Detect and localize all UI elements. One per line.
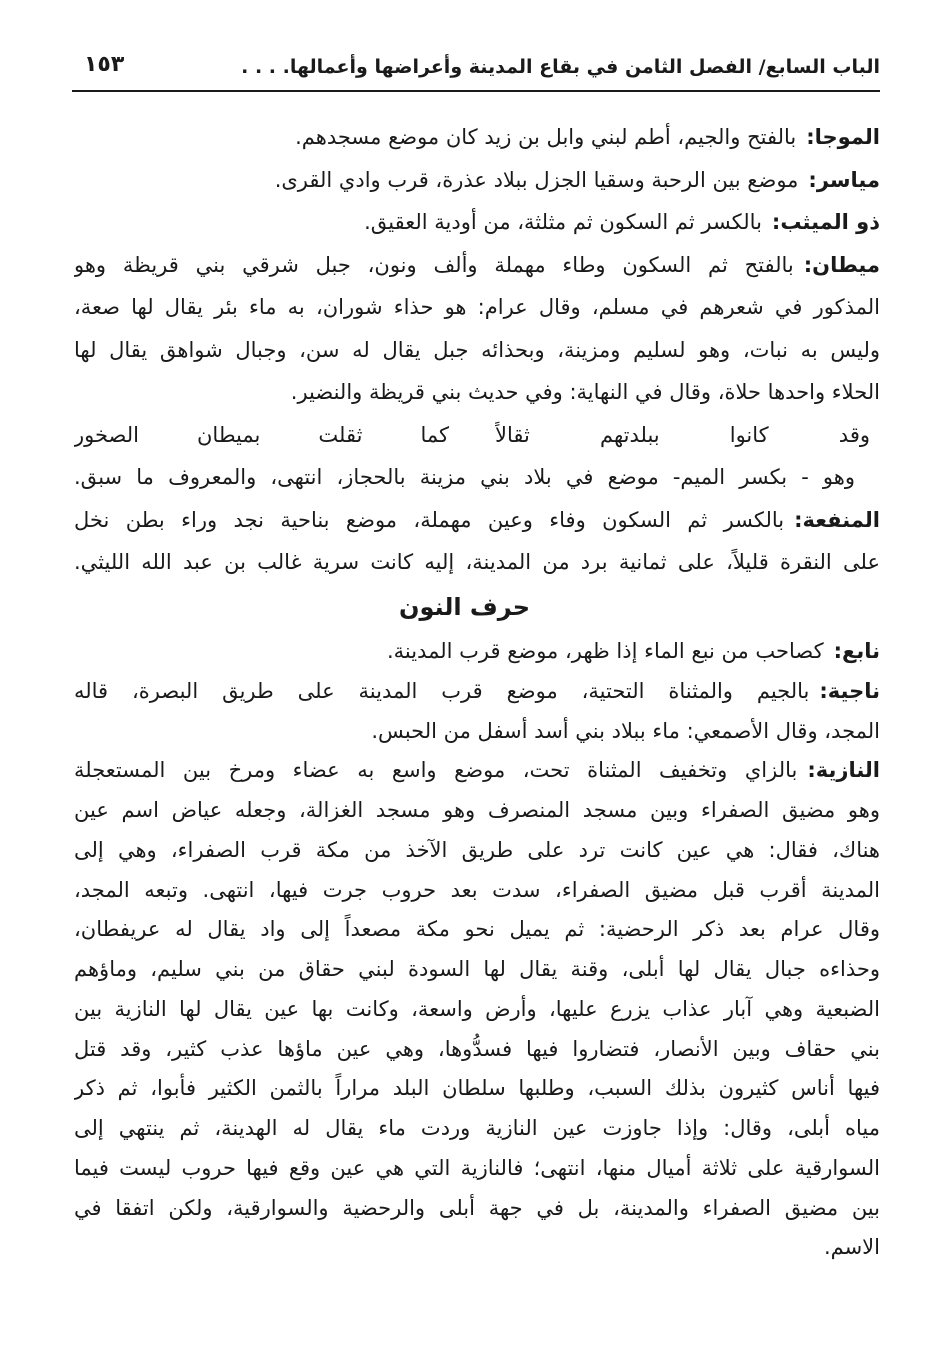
entry-headword: ناجية:: [819, 678, 880, 703]
text-line: الاسم.: [823, 1235, 880, 1260]
entry-line: [74, 201, 880, 244]
text-line: مياه أبلى، وقال: وإذا جاوزت عين النازية وردت ماء يقال له الهدينة، ثم ينتهي إلى: [74, 1116, 880, 1140]
entry-text: بالزاي وتخفيف المثناة تحت، موضع واسع به عضاء ومرخ بين المستعجلة: [74, 758, 798, 783]
text-line: وهو مضيق الصفراء وبين مسجد المنصرف وهو مسجد الغزالة، وجعله عياض اسم عين: [74, 798, 880, 822]
entry-line: [74, 499, 880, 542]
text-line: وحذاءه جبال يقال لها أبلى، وقنة يقال لها السودة لبني حقاق من بني سليم، وماؤهم: [74, 957, 880, 981]
text-line: هناك، فقال: هي عين كانت ترد على طريق الآخذ من مكة قرب الصفراء، وهي إلى: [74, 837, 880, 862]
text-line: المذكور في شعرهم في مسلم، وقال عرام: هو حذاء شوران، به ماء بئر يقال لها صعة،: [74, 295, 880, 319]
entry-headword: ذو الميثب:: [771, 210, 880, 234]
text-line: وهو - بكسر الميم- موضع في بلاد بني مزينة بالحجاز، انتهى، والمعروف ما سبق.: [74, 465, 855, 489]
page-number: ١٥٣: [84, 52, 125, 77]
entry-text: بالفتح ثم السكون وطاء مهملة وألف ونون، جبل شرقي بني قريظة وهو: [74, 252, 794, 277]
entry-headword: الموجا:: [806, 125, 880, 149]
entry-headword: نابع:: [833, 639, 880, 663]
entry-line: [74, 244, 880, 287]
header-rule: [72, 90, 880, 92]
text-line: وقال عرام بعد ذكر الرحضية: ثم يميل نحو مكة مصعداً إلى واد يقال له عريفطان،: [74, 917, 880, 942]
text-line: المجد، وقال الأصمعي: ماء ببلاد بني أسد أسفل من الحبس.: [371, 718, 880, 743]
entry-headword: النازية:: [807, 758, 880, 783]
entry-headword: ميطان:: [803, 252, 880, 277]
text-line: الضبعية وهي آبار عذاب يزرع عليها، وأرض واسعة، وكانت بها عين يقال لها النازية بين: [74, 996, 880, 1021]
entry-line: [74, 632, 880, 672]
text-line: فيها أناس كثيرون بذلك السبب، وطلبها سلطان البلد مراراً بالثمن الكثير فأبوا، ثم ذكر: [74, 1076, 880, 1101]
entry-text: بالفتح والجيم، أطم لبني وابل بن زيد كان موضع مسجدهم.: [295, 125, 797, 149]
entry-line: [74, 116, 880, 159]
text-line: السوارقية على ثلاثة أميال منها، انتهى؛ فالنازية التي هي عين وقع فيها حروب ليست فيما: [74, 1155, 880, 1180]
entry-text: موضع بين الرحبة وسقيا الجزل ببلاد عذرة، قرب وادي القرى.: [274, 167, 799, 192]
entry-line: [74, 672, 880, 712]
text-line: على النقرة قليلاً، على ثمانية برد من المدينة، إليه كانت سرية غالب بن عبد الله الليثي.: [74, 550, 880, 574]
section-heading: حرف النون: [398, 593, 531, 621]
entry-headword: المنفعة:: [794, 507, 880, 532]
running-header-title: الباب السابع/ الفصل الثامن في بقاع المدينة وأعراضها وأعمالها. . . .: [241, 56, 880, 78]
text-block-bottom: [74, 632, 880, 1268]
text-line: وليس به نبات، وهو لسليم ومزينة، وبحذائه جبل يقال له سن، وجبال شواهق يقال لها: [74, 337, 880, 362]
text-line: بني حقاف وبين الأنصار، فتضاروا فيها فسدُّوها، وهي عين ماؤها عذب كثير، وقد قتل: [74, 1036, 880, 1061]
poem-hemistich-second: كما ثقلت بميطان الصخور: [74, 422, 449, 447]
poem-verse: [74, 414, 880, 457]
entry-line: [74, 751, 880, 791]
entry-text: بالكسر ثم السكون ثم مثلثة، من أودية العقيق.: [364, 210, 762, 234]
text-line: الحلاء واحدها حلاة، وقال في النهاية: وفي حديث بني قريظة والنضير.: [290, 380, 880, 404]
entry-text: بالجيم والمثناة التحتية، موضع قرب المدينة على طريق البصرة، قاله: [74, 678, 810, 703]
text-line: بين مضيق الصفراء والمدينة، بل في جهة أبلى والرحضية والسوارقية، ولكن اتفقا في: [74, 1195, 880, 1220]
text-block-top: [74, 116, 880, 584]
text-line: المدينة أقرب قبل مضيق الصفراء، سدت بعد حروب جرت فيها، انتهى. وتبعه المجد،: [74, 877, 880, 902]
entry-headword: مياسر:: [808, 167, 880, 192]
entry-text: كصاحب من نبع الماء إذا ظهر، موضع قرب المدينة.: [386, 639, 824, 663]
entry-text: بالكسر ثم السكون وفاء وعين مهملة، موضع بناحية نجد وراء بطن نخل: [74, 507, 785, 532]
poem-hemistich-first: وقد كانوا ببلدتهم ثقالاً: [495, 422, 870, 447]
entry-line: [74, 159, 880, 202]
